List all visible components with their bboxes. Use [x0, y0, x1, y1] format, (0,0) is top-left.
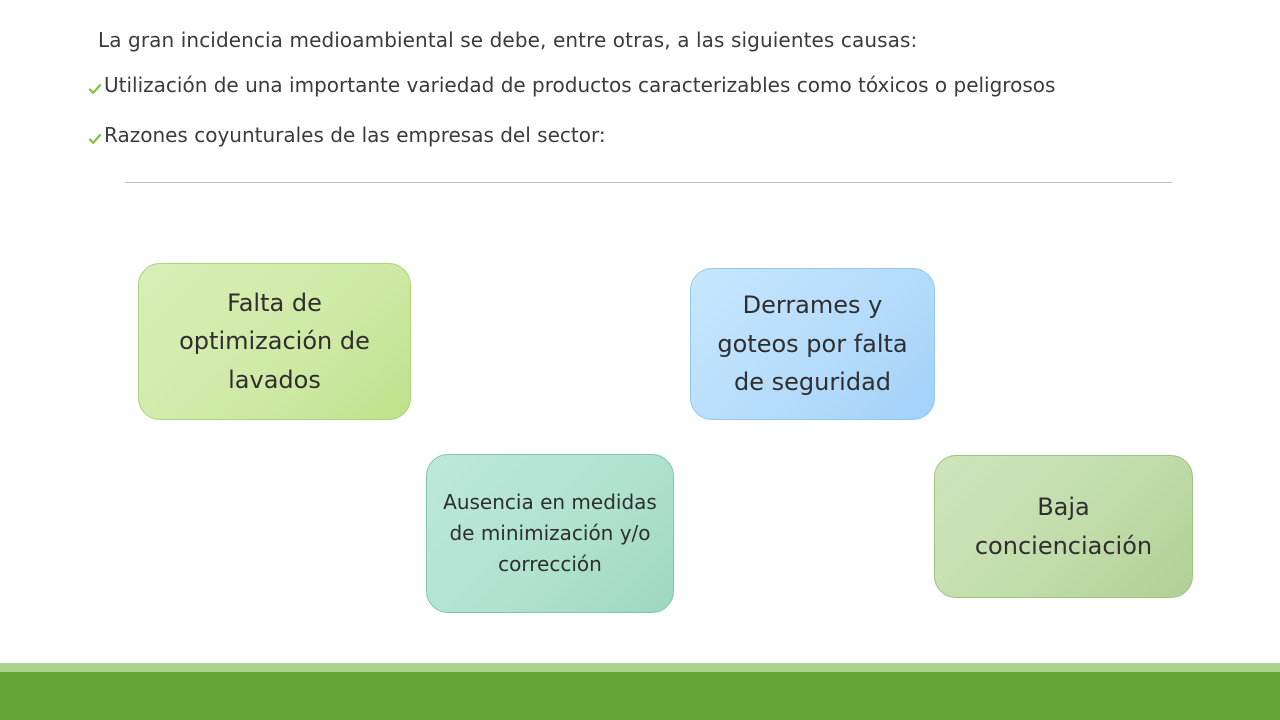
cause-label: Derrames y goteos por falta de seguridad — [717, 291, 908, 397]
cause-box-derrames — [690, 268, 935, 420]
cause-label: Falta de optimización de lavados — [179, 288, 370, 394]
bullet-item-products — [88, 73, 1055, 97]
footer-band-light — [0, 663, 1280, 672]
check-icon — [88, 127, 102, 141]
intro-text: La gran incidencia medioambiental se debe, entre otras, a las siguientes causas: — [98, 28, 918, 52]
bullet-text: Razones coyunturales de las empresas del sector: — [104, 123, 606, 147]
cause-box-lavados — [138, 263, 411, 420]
bullet-item-reasons — [88, 123, 606, 147]
cause-box-concienciacion — [934, 455, 1193, 598]
cause-box-minimizacion — [426, 454, 674, 613]
bullet-text: Utilización de una importante variedad de productos caracterizables como tóxicos o peligrosos — [104, 73, 1056, 97]
cause-label: Baja concienciación — [974, 493, 1153, 560]
check-icon — [88, 77, 102, 91]
footer-band-dark — [0, 672, 1280, 720]
divider-line — [125, 182, 1172, 183]
cause-label: Ausencia en medidas de minimización y/o corrección — [443, 490, 657, 576]
